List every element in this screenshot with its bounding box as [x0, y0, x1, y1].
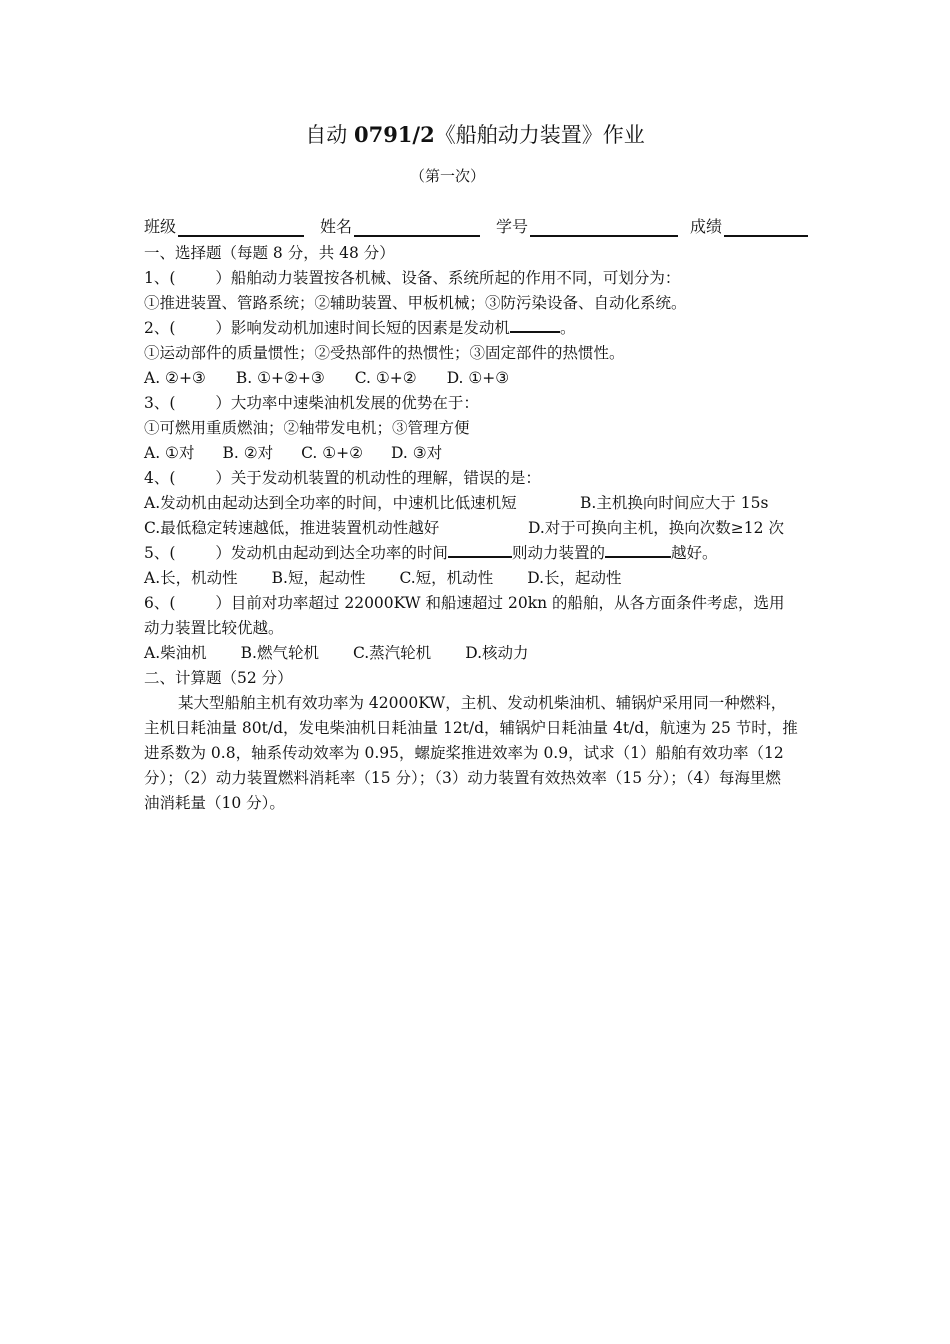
question-2-number: 2、(: [144, 319, 176, 337]
question-5-option-a: A.长，机动性: [144, 569, 238, 587]
question-5-option-b: B.短，起动性: [271, 569, 366, 587]
question-3-options: [144, 442, 442, 464]
student-id-field[interactable]: [530, 235, 678, 237]
name-label: 姓名: [320, 217, 353, 236]
question-4: [144, 467, 541, 489]
question-2-option-c: C. ①+②: [354, 369, 417, 387]
page-subtitle: （第一次）: [410, 167, 486, 185]
question-5-text-a: ）发动机由起动到达全功率的时间: [215, 544, 448, 562]
question-4-option-d: D.对于可换向主机，换向次数≥12 次: [528, 519, 784, 537]
question-1-text: ）船舶动力装置按各机械、设备、系统所起的作用不同，可划分为：: [215, 269, 681, 287]
question-4-number: 4、(: [144, 469, 176, 487]
question-3-number: 3、(: [144, 394, 176, 412]
question-5-number: 5、(: [144, 544, 176, 562]
question-3-text: ）大功率中速柴油机发展的优势在于：: [215, 394, 479, 412]
class-label: 班级: [144, 217, 177, 236]
question-2-end: 。: [559, 319, 576, 337]
question-5-blank-1[interactable]: [448, 542, 512, 558]
student-id-label: 学号: [496, 217, 529, 236]
question-3-option-c: C. ①+②: [301, 444, 364, 462]
question-6-option-a: A.柴油机: [144, 644, 207, 662]
title-prefix: 自动: [305, 123, 354, 147]
score-label: 成绩: [690, 217, 723, 236]
calculation-line-1: 某大型船舶主机有效功率为 42000KW，主机、发动机柴油机、辅锅炉采用同一种燃料，: [178, 694, 787, 712]
question-5-option-d: D.长，起动性: [527, 569, 622, 587]
page-title: [0, 120, 950, 150]
question-2-options: [144, 367, 509, 389]
title-class-number: 0791/2: [353, 122, 435, 147]
question-5-options: [144, 567, 622, 589]
question-2-option-a: A. ②+③: [144, 369, 206, 387]
question-2-blank[interactable]: [510, 317, 560, 333]
name-field[interactable]: [354, 235, 480, 237]
question-4-text: ）关于发动机装置的机动性的理解，错误的是：: [215, 469, 541, 487]
question-6-options: [144, 642, 529, 664]
question-4-option-a: A.发动机由起动达到全功率的时间，中速机比低速机短: [144, 494, 517, 512]
question-2-option-b: B. ①+②+③: [235, 369, 325, 387]
question-3: [144, 392, 479, 414]
question-2-option-d: D. ①+③: [446, 369, 510, 387]
question-6-option-b: B.燃气轮机: [240, 644, 319, 662]
question-3-option-a: A. ①对: [144, 444, 195, 462]
calculation-line-3: 进系数为 0.8，轴系传动效率为 0.95，螺旋桨推进效率为 0.9，试求（1）船舶有效功率（12: [144, 744, 784, 762]
question-6-text-2: 动力装置比较优越。: [144, 619, 284, 637]
calculation-line-2: 主机日耗油量 80t/d，发电柴油机日耗油量 12t/d，辅锅炉日耗油量 4t/d，航速为 25 节时，推: [144, 719, 798, 737]
question-2-text: ）影响发动机加速时间长短的因素是发动机: [215, 319, 510, 337]
question-4-option-b: B.主机换向时间应大于 15s: [580, 494, 769, 512]
score-field[interactable]: [724, 235, 808, 237]
question-5-text-b: 则动力装置的: [511, 544, 605, 562]
question-1: [144, 267, 680, 289]
question-5-option-c: C.短，机动性: [399, 569, 494, 587]
section-choice-heading: 一、选择题（每题 8 分，共 48 分）: [144, 244, 395, 262]
question-5: [144, 542, 717, 564]
calculation-line-5: 油消耗量（10 分）。: [144, 794, 285, 812]
question-3-option-b: B. ②对: [222, 444, 274, 462]
question-3-option-d: D. ③对: [391, 444, 443, 462]
question-2-items: ①运动部件的质量惯性；②受热部件的热惯性；③固定部件的热惯性。: [144, 344, 625, 362]
student-info-row: [144, 216, 808, 240]
question-1-items: ①推进装置、管路系统；②辅助装置、甲板机械；③防污染设备、自动化系统。: [144, 294, 687, 312]
calculation-line-4: 分）；（2）动力装置燃料消耗率（15 分）；（3）动力装置有效热效率（15 分）；（4）每海里燃: [144, 769, 781, 787]
question-6-option-c: C.蒸汽轮机: [352, 644, 432, 662]
question-6-number: 6、(: [144, 594, 176, 612]
question-4-option-c: C.最低稳定转速越低，推进装置机动性越好: [144, 519, 440, 537]
question-6: [144, 592, 785, 614]
section-calculation-heading: 二、计算题（52 分）: [144, 669, 293, 687]
question-6-text: ）目前对功率超过 22000KW 和船速超过 20kn 的船舶，从各方面条件考虑，选用: [215, 594, 785, 612]
question-1-number: 1、(: [144, 269, 176, 287]
class-field[interactable]: [178, 235, 304, 237]
question-2: [144, 317, 575, 339]
question-3-items: ①可燃用重质燃油；②轴带发电机；③管理方便: [144, 419, 470, 437]
question-5-blank-2[interactable]: [605, 542, 671, 558]
question-6-option-d: D.核动力: [465, 644, 529, 662]
question-5-text-c: 越好。: [670, 544, 718, 562]
title-course: 《船舶动力装置》作业: [434, 123, 645, 147]
